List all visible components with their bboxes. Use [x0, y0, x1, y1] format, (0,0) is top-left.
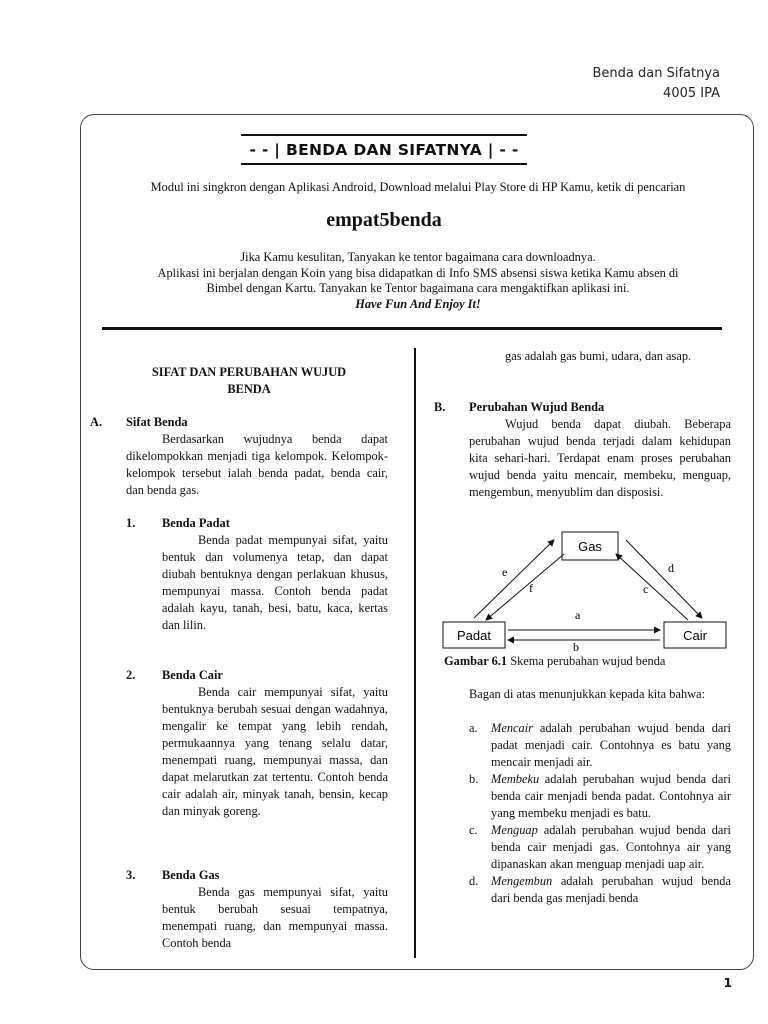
help-line-1: Jika Kamu kesulitan, Tanyakan ke tentor bagaimana cara downloadnya. — [240, 250, 596, 264]
list-item — [469, 822, 731, 873]
gas-label: Gas — [578, 539, 602, 554]
list-intro: Bagan di atas menunjukkan kepada kita bahwa: — [469, 687, 706, 701]
section-b-label: B. — [434, 400, 446, 414]
list-item-text: adalah perubahan wujud benda dari padat menjadi cair. Contohnya es batu yang mencair menjadi air. — [491, 721, 731, 769]
page-number: 1 — [723, 976, 732, 990]
help-line-3: Bimbel dengan Kartu. Tanyakan ke Tentor bagaimana cara mengaktifkan aplikasi ini. — [206, 281, 630, 295]
continued-text: gas adalah gas bumi, udara, dan asap. — [505, 349, 692, 363]
process-list — [469, 720, 731, 907]
arrow-e — [474, 540, 554, 618]
section-title-line-1: SIFAT DAN PERUBAHAN WUJUD — [151, 365, 347, 379]
help-line-2: Aplikasi ini berjalan dengan Koin yang bisa didapatkan di Info SMS absensi siswa ketika Kamu absen di — [157, 265, 679, 280]
list-item-label: c. — [469, 823, 478, 837]
section-title-line-2: BENDA — [227, 382, 271, 396]
running-header — [593, 64, 721, 104]
caption-label: Gambar 6.1 — [444, 654, 508, 668]
arrow-f — [486, 554, 564, 620]
list-item-term: Mengembun — [491, 874, 553, 888]
section-a-label: A. — [90, 415, 103, 429]
tagline: Have Fun And Enjoy It! — [355, 296, 481, 311]
app-name: empat5benda — [326, 209, 442, 231]
banner-title-wrap — [0, 134, 768, 165]
list-item — [469, 873, 731, 907]
list-item-text: adalah perubahan wujud benda dari benda cair menjadi gas. Contohnya air yang dipanaskan akan menguap menjadi uap air. — [491, 823, 731, 871]
banner-title: - - | BENDA DAN SIFATNYA | - - — [241, 134, 526, 165]
list-item-term: Membeku — [491, 772, 540, 786]
item-2-body: Benda cair mempunyai sifat, yaitu bentuknya berubah sesuai dengan wadahnya, mengalir ke tempat yang lebih rendah, permukaannya yang tenang selalu datar, menempati ruang, mempunyai massa, dan dapat melarutkan zat tertentu. Contoh benda cair adalah air, minyak tanah, bensin, kecap dan minyak goreng. — [162, 685, 388, 818]
header-code: 4005 IPA — [663, 86, 720, 101]
section-a-body: Berdasarkan wujudnya benda dapat dikelompokkan menjadi tiga kelompok. Kelompok-kelompok tersebut ialah benda padat, benda cair, dan benda gas. — [126, 432, 388, 497]
list-item-term: Mencair — [491, 721, 533, 735]
section-b-title: Perubahan Wujud Benda — [469, 400, 605, 414]
list-item — [469, 720, 731, 771]
list-item-label: b. — [469, 772, 479, 786]
item-3-num: 3. — [126, 868, 136, 882]
item-1-num: 1. — [126, 516, 136, 530]
item-3-body: Benda gas mempunyai sifat, yaitu bentuk berubah sesuai tempatnya, menempati ruang, dan mempunyai massa. Contoh benda — [162, 885, 388, 950]
cair-label: Cair — [683, 628, 707, 643]
column-divider — [414, 348, 416, 958]
caption-text: Skema perubahan wujud benda — [507, 654, 666, 668]
header-title: Benda dan Sifatnya — [592, 66, 720, 81]
list-item-label: a. — [469, 721, 478, 735]
item-1-body: Benda padat mempunyai sifat, yaitu bentuk dan volumenya tetap, dan dapat diubah bentuknya dengan perlakuan khusus, mempunyai massa. Contoh benda padat adalah kayu, tanah, besi, batu, kaca, kertas dan lilin. — [162, 533, 388, 632]
list-item-term: Menguap — [491, 823, 538, 837]
item-2-num: 2. — [126, 668, 136, 682]
label-d: d — [668, 561, 674, 575]
list-item-label: d. — [469, 874, 479, 888]
sync-note: Modul ini singkron dengan Aplikasi Android, Download melalui Play Store di HP Kamu, ketik di pencarian — [150, 180, 686, 194]
list-item — [469, 771, 731, 822]
help-text — [90, 250, 746, 312]
section-title — [110, 364, 388, 398]
label-b: b — [573, 640, 579, 652]
arrow-d — [626, 540, 702, 618]
list-item-text: adalah perubahan wujud benda dari benda cair menjadi benda padat. Contohnya air yang membeku menjadi es batu. — [491, 772, 731, 820]
banner-divider — [102, 327, 722, 330]
item-2-title: Benda Cair — [162, 668, 223, 682]
arrow-c — [616, 554, 688, 620]
figure-caption — [444, 654, 665, 669]
label-c: c — [643, 582, 649, 596]
state-change-diagram — [440, 530, 730, 652]
list-item-text: adalah perubahan wujud benda dari benda gas menjadi benda — [491, 874, 731, 905]
label-e: e — [502, 565, 508, 579]
section-b-body: Wujud benda dapat diubah. Beberapa perubahan wujud benda terjadi dalam kehidupan kita sehari-hari. Terdapat enam proses perubahan wujud benda yaitu mencair, membeku, menguap, mengembun, menyublim dan disposisi. — [469, 417, 731, 499]
label-f: f — [529, 581, 533, 595]
padat-label: Padat — [457, 628, 491, 643]
label-a: a — [575, 608, 581, 622]
item-1-title: Benda Padat — [162, 516, 230, 530]
section-a-title: Sifat Benda — [126, 415, 188, 429]
item-3-title: Benda Gas — [162, 868, 220, 882]
